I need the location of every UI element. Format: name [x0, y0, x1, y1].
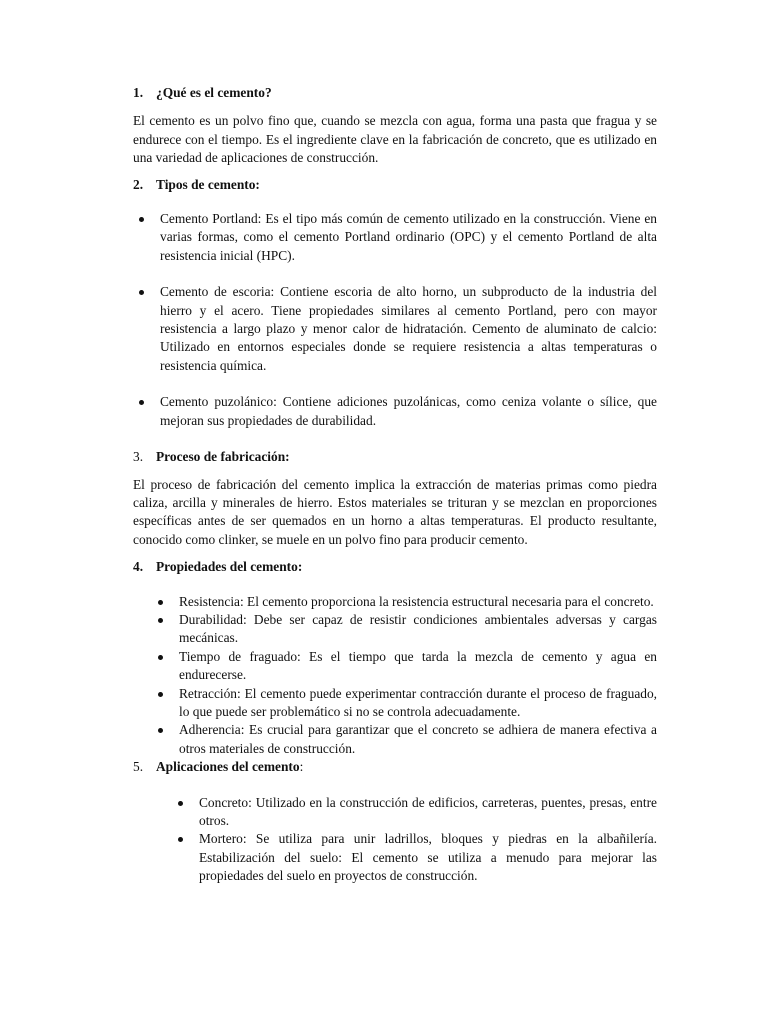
list-item	[179, 593, 657, 611]
list-item-text: Adherencia: Es crucial para garantizar que el concreto se adhiera de manera efectiva a otros materiales de construcción.	[179, 722, 657, 756]
section-title: ¿Qué es el cemento?	[156, 85, 272, 100]
section-title-colon: :	[299, 759, 304, 775]
section-title: Tipos de cemento:	[156, 176, 260, 192]
list-item-text: Retracción: El cemento puede experimentar contracción durante el proceso de fraguado, lo que puede ser problemático si no se controla adecuadamente.	[179, 685, 657, 719]
bullet-icon	[178, 801, 183, 806]
bullet-icon	[158, 655, 163, 660]
cement-applications-list	[133, 794, 657, 886]
list-item	[179, 611, 657, 648]
list-item	[179, 721, 657, 758]
section-heading-3	[133, 448, 657, 466]
list-item-text: Durabilidad: Debe ser capaz de resistir condiciones ambientales adversas y cargas mecánicas.	[179, 611, 657, 646]
list-item	[199, 830, 657, 885]
list-item-text: Cemento de escoria: Contiene escoria de alto horno, un subproducto de la industria del hierro y el acero. Tiene propiedades similares al cemento Portland, pero con mayor resistencia a largo plazo y menor calor de hidratación. Cemento de aluminato de calcio: Utilizado en entornos especiales donde se requiere resistencia a altas temperaturas o resistencia química.	[160, 284, 657, 373]
bullet-icon	[178, 837, 183, 842]
cement-properties-list	[133, 593, 657, 759]
bullet-icon	[158, 600, 163, 605]
list-item-text: Concreto: Utilizado en la construcción de edificios, carreteras, puentes, presas, entre otros.	[199, 794, 657, 828]
bullet-icon	[139, 217, 144, 222]
section-heading-4	[133, 558, 657, 576]
section-paragraph-1: El cemento es un polvo fino que, cuando se mezcla con agua, forma una pasta que fragua y se endurece con el tiempo. Es el ingrediente clave en la fabricación de concreto, que es utilizado en una variedad de aplicaciones de construcción.	[133, 113, 657, 166]
bullet-icon	[139, 400, 144, 405]
section-title: Aplicaciones del cemento	[156, 759, 300, 775]
section-title: Proceso de fabricación:	[156, 449, 290, 465]
bullet-icon	[158, 692, 163, 697]
section-number: 4.	[133, 559, 144, 575]
list-item-text: Tiempo de fraguado: Es el tiempo que tarda la mezcla de cemento y agua en endurecerse.	[179, 648, 657, 683]
document-page	[133, 84, 657, 886]
list-item	[199, 794, 657, 831]
section-heading-5	[133, 758, 657, 776]
cement-types-list	[133, 210, 657, 430]
section-heading-2	[133, 176, 657, 194]
list-item-text: Mortero: Se utiliza para unir ladrillos, bloques y piedras en la albañilería. Estabilización del suelo: El cemento se utiliza a menudo para mejorar las propiedades del suelo en proyectos de construcción.	[199, 831, 657, 884]
list-item	[179, 648, 657, 685]
section-heading-1	[133, 84, 657, 102]
list-item-text: Resistencia: El cemento proporciona la resistencia estructural necesaria para el concreto.	[179, 593, 654, 609]
list-item	[160, 393, 657, 430]
section-paragraph-3: El proceso de fabricación del cemento implica la extracción de materias primas como piedra caliza, arcilla y minerales de hierro. Estos materiales se trituran y se mezclan en proporciones específicas antes de ser quemados en un horno a altas temperaturas. El producto resultante, conocido como clinker, se muele en un polvo fino para producir cemento.	[133, 476, 657, 547]
section-number: 5.	[133, 759, 144, 775]
list-item-text: Cemento puzolánico: Contiene adiciones puzolánicas, como ceniza volante o sílice, que mejoran sus propiedades de durabilidad.	[160, 394, 657, 428]
section-title: Propiedades del cemento:	[156, 559, 303, 575]
bullet-icon	[158, 728, 163, 733]
section-number: 1.	[133, 85, 144, 100]
list-item	[160, 283, 657, 375]
bullet-icon	[158, 618, 163, 623]
section-number: 2.	[133, 176, 144, 192]
list-item-text: Cemento Portland: Es el tipo más común de cemento utilizado en la construcción. Viene en varias formas, como el cemento Portland ordinario (OPC) y el cemento Portland de alta resistencia inicial (HPC).	[160, 211, 657, 263]
bullet-icon	[139, 290, 144, 295]
list-item	[179, 685, 657, 722]
section-number: 3.	[133, 449, 144, 465]
list-item	[160, 210, 657, 265]
